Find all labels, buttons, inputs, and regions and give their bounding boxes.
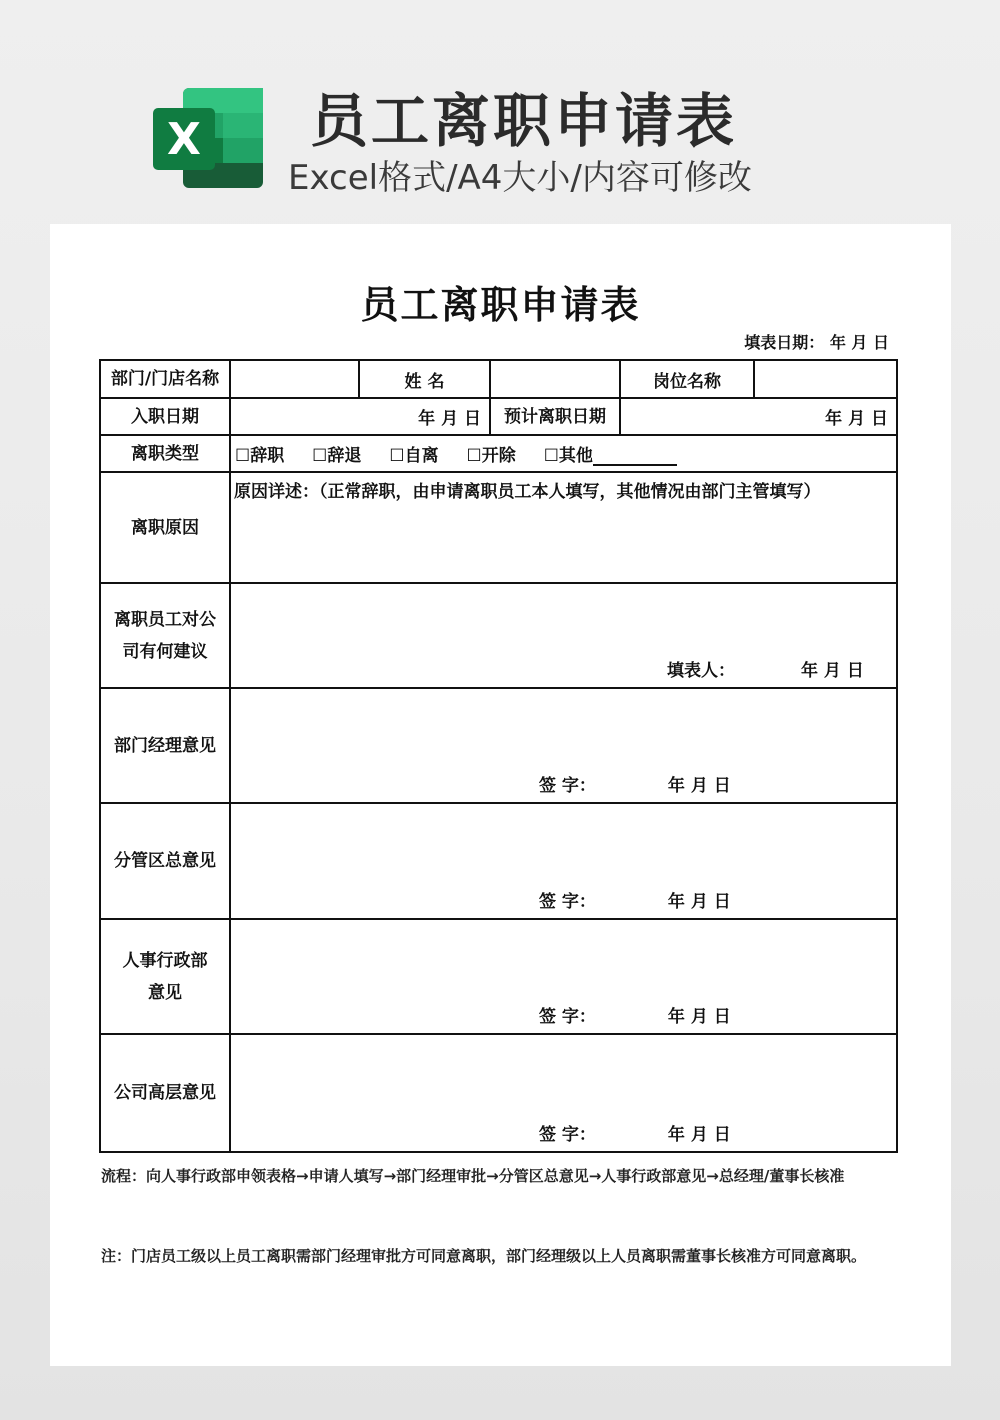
- sign-label: 签 字：: [539, 1007, 596, 1027]
- type-option-dismiss[interactable]: ☐辞退: [312, 446, 362, 466]
- logo-letter: X: [167, 114, 201, 165]
- suggestion-input[interactable]: [230, 583, 897, 688]
- reason-label: 离职原因: [100, 472, 230, 583]
- banner-title: 员工离职申请表: [310, 87, 738, 155]
- document-title: 员工离职申请表: [360, 283, 641, 327]
- sign-label: 签 字：: [539, 892, 596, 912]
- name-input[interactable]: [490, 360, 620, 398]
- sign-line: [539, 1002, 731, 1027]
- type-option-fire[interactable]: ☐开除: [466, 446, 516, 466]
- sign-date: 年 月 日: [667, 1007, 731, 1027]
- executive-opinion-input[interactable]: [230, 1034, 897, 1152]
- expected-date-input[interactable]: 年 月 日: [620, 398, 897, 435]
- manager-opinion-input[interactable]: [230, 688, 897, 803]
- executive-opinion-label: 公司高层意见: [100, 1034, 230, 1152]
- table-row: [100, 398, 897, 435]
- suggestion-label-line-2: 司有何建议: [122, 641, 208, 662]
- table-row: [100, 919, 897, 1034]
- other-blank-line[interactable]: [593, 450, 677, 466]
- reason-input[interactable]: [230, 472, 897, 583]
- filler-line: [667, 656, 864, 681]
- hr-opinion-label: [100, 919, 230, 1034]
- filler-label: 填表人：: [667, 661, 735, 681]
- sign-date: 年 月 日: [667, 892, 731, 912]
- position-label: 岗位名称: [620, 360, 754, 398]
- region-opinion-input[interactable]: [230, 803, 897, 919]
- fill-date: 填表日期： 年 月 日: [744, 333, 889, 352]
- type-label: 离职类型: [100, 435, 230, 472]
- table-row: [100, 803, 897, 919]
- entry-date-input[interactable]: 年 月 日: [230, 398, 490, 435]
- resignation-form-table: [99, 359, 898, 1153]
- sign-label: 签 字：: [539, 1125, 596, 1145]
- table-row: [100, 583, 897, 688]
- sign-date: 年 月 日: [667, 1125, 731, 1145]
- table-row: [100, 435, 897, 472]
- banner: [0, 0, 1000, 215]
- sign-line: [539, 887, 731, 912]
- dept-label: 部门/门店名称: [100, 360, 230, 398]
- excel-logo-icon: [153, 88, 263, 188]
- table-row: [100, 1034, 897, 1152]
- hr-opinion-input[interactable]: [230, 919, 897, 1034]
- flow-note: 流程：向人事行政部申领表格→申请人填写→部门经理审批→分管区总意见→人事行政部意见→总经理/董事长核准: [101, 1167, 845, 1185]
- expected-date-label: 预计离职日期: [490, 398, 620, 435]
- form-paper: [50, 224, 951, 1366]
- type-option-self-leave[interactable]: ☐自离: [389, 446, 439, 466]
- table-row: [100, 360, 897, 398]
- banner-subtitle: Excel格式/A4大小/内容可修改: [288, 158, 752, 198]
- type-option-resign[interactable]: ☐辞职: [235, 446, 285, 466]
- sign-label: 签 字：: [539, 776, 596, 796]
- hr-label-line-1: 人事行政部: [122, 950, 208, 971]
- reason-hint: 原因详述：（正常辞职，由申请离职员工本人填写，其他情况由部门主管填写）: [234, 482, 821, 502]
- name-label: 姓 名: [359, 360, 490, 398]
- sign-line: [539, 771, 731, 796]
- table-row: [100, 472, 897, 583]
- dept-input[interactable]: [230, 360, 359, 398]
- filler-date: 年 月 日: [801, 661, 864, 681]
- remark-note: 注：门店员工级以上员工离职需部门经理审批方可同意离职，部门经理级以上人员离职需董事长核准方可同意离职。: [101, 1247, 867, 1265]
- hr-label-line-2: 意见: [148, 982, 182, 1003]
- type-option-other[interactable]: ☐其他: [543, 446, 593, 466]
- sign-line: [539, 1120, 731, 1145]
- region-opinion-label: 分管区总意见: [100, 803, 230, 919]
- position-input[interactable]: [754, 360, 897, 398]
- entry-date-label: 入职日期: [100, 398, 230, 435]
- table-row: [100, 688, 897, 803]
- type-options: [230, 435, 897, 472]
- suggestion-label-line-1: 离职员工对公: [114, 609, 216, 630]
- suggestion-label: [100, 583, 230, 688]
- sign-date: 年 月 日: [667, 776, 731, 796]
- manager-opinion-label: 部门经理意见: [100, 688, 230, 803]
